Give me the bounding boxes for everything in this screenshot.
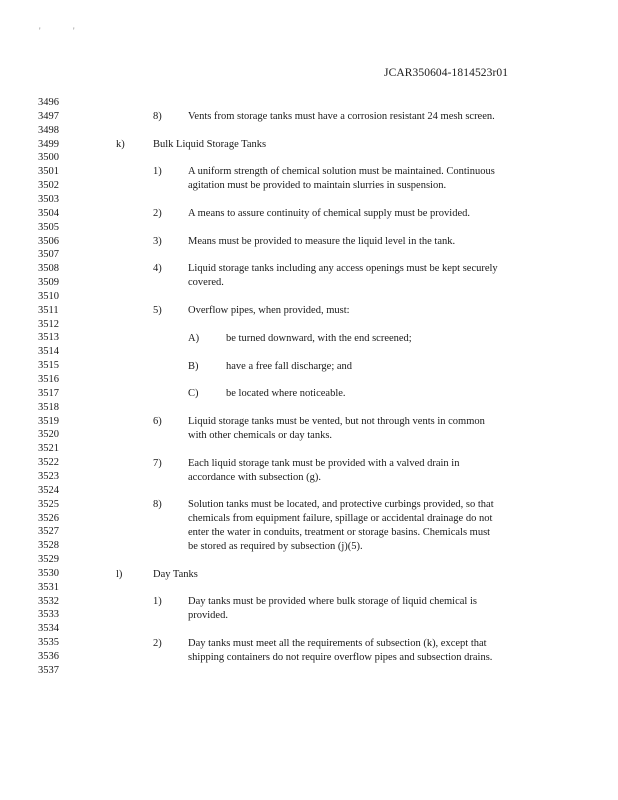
line-number: 3521 xyxy=(38,443,59,455)
line-number: 3497 xyxy=(38,110,59,122)
item-text: A means to assure continuity of chemical supply must be provided. xyxy=(188,208,470,219)
line-number: 3507 xyxy=(38,249,59,261)
line-number: 3524 xyxy=(38,484,59,496)
item-text: covered. xyxy=(188,277,224,288)
section-num: k) xyxy=(116,139,125,150)
item-text: be stored as required by subsection (j)(5). xyxy=(188,541,363,552)
item-num: 5) xyxy=(153,305,162,316)
line-number: 3499 xyxy=(38,138,59,150)
line-number: 3510 xyxy=(38,290,59,302)
line-number: 3522 xyxy=(38,457,59,469)
line-number: 3511 xyxy=(38,304,59,316)
line-number: 3529 xyxy=(38,554,59,566)
item-text: Overflow pipes, when provided, must: xyxy=(188,305,350,316)
line-number: 3533 xyxy=(38,609,59,621)
item-text: agitation must be provided to maintain slurries in suspension. xyxy=(188,180,447,191)
item-num: 2) xyxy=(153,208,162,219)
line-number: 3512 xyxy=(38,318,59,330)
line-number: 3508 xyxy=(38,263,59,275)
item-num: 3) xyxy=(153,236,162,247)
line-number: 3506 xyxy=(38,235,59,247)
line-number: 3519 xyxy=(38,415,59,427)
line-number: 3514 xyxy=(38,346,59,358)
line-number: 3513 xyxy=(38,332,59,344)
document-id: JCAR350604-1814523r01 xyxy=(384,67,509,79)
item-num: 7) xyxy=(153,458,162,469)
line-number: 3504 xyxy=(38,207,59,219)
subitem-text: be located where noticeable. xyxy=(226,388,346,399)
subitem-num: B) xyxy=(188,361,199,372)
line-number: 3528 xyxy=(38,540,59,552)
item-num: 6) xyxy=(153,416,162,427)
line-number: 3518 xyxy=(38,401,59,413)
item-num: 1) xyxy=(153,166,162,177)
item-num: 1) xyxy=(153,596,162,607)
line-number: 3526 xyxy=(38,512,59,524)
line-number: 3525 xyxy=(38,498,59,510)
section-title: Day Tanks xyxy=(153,569,198,580)
section-title: Bulk Liquid Storage Tanks xyxy=(153,139,267,150)
item-text: shipping containers do not require overflow pipes and subsection drains. xyxy=(188,652,493,663)
line-number: 3527 xyxy=(38,526,59,538)
item-num: 8) xyxy=(153,499,162,510)
line-number: 3503 xyxy=(38,193,59,205)
item-num: 4) xyxy=(153,263,162,274)
item-text: with other chemicals or day tanks. xyxy=(188,430,333,441)
line-number: 3537 xyxy=(38,664,59,676)
line-number: 3516 xyxy=(38,374,59,385)
item-text: Means must be provided to measure the liquid level in the tank. xyxy=(188,236,456,247)
section-num: l) xyxy=(116,569,123,580)
item-num: 2) xyxy=(153,638,162,649)
item-text: Each liquid storage tank must be provided with a valved drain in xyxy=(188,458,460,469)
item-text: Day tanks must be provided where bulk storage of liquid chemical is xyxy=(188,596,477,607)
subitem-num: A) xyxy=(188,333,200,344)
line-number: 3523 xyxy=(38,470,59,482)
item-text: Liquid storage tanks must be vented, but not through vents in common xyxy=(188,416,485,427)
item-text: A uniform strength of chemical solution must be maintained. Continuous xyxy=(188,166,495,177)
item-text: provided. xyxy=(188,610,228,621)
item-text: chemicals from equipment failure, spillage or accidental drainage do not xyxy=(188,513,493,524)
item-text: enter the water in conduits, treatment or storage basins. Chemicals must xyxy=(188,527,491,538)
line-number: 3509 xyxy=(38,277,59,289)
line-number: 3535 xyxy=(38,637,59,649)
item-text: Solution tanks must be located, and protective curbings provided, so that xyxy=(188,499,494,510)
line-number: 3496 xyxy=(38,97,59,108)
line-number: 3500 xyxy=(38,152,59,164)
line-number: 3502 xyxy=(38,180,59,192)
line-number: 3534 xyxy=(38,623,59,635)
line-number: 3520 xyxy=(38,429,59,441)
line-number: 3536 xyxy=(38,651,59,662)
scan-mark-left: ' xyxy=(39,26,41,36)
item-text: accordance with subsection (g). xyxy=(188,472,321,483)
line-number: 3515 xyxy=(38,360,59,372)
scan-mark-right: ' xyxy=(73,26,75,36)
subitem-num: C) xyxy=(188,388,199,399)
item-text: Vents from storage tanks must have a corrosion resistant 24 mesh screen. xyxy=(188,111,495,122)
line-number: 3498 xyxy=(38,124,59,136)
line-number: 3505 xyxy=(38,221,59,233)
line-number: 3517 xyxy=(38,387,59,399)
item-text: Liquid storage tanks including any access openings must be kept securely xyxy=(188,263,498,274)
line-number: 3530 xyxy=(38,567,59,579)
item-num: 8) xyxy=(153,111,162,122)
line-number: 3532 xyxy=(38,595,59,607)
subitem-text: have a free fall discharge; and xyxy=(226,361,353,372)
line-number: 3531 xyxy=(38,581,59,593)
subitem-text: be turned downward, with the end screened; xyxy=(226,333,412,344)
item-text: Day tanks must meet all the requirements of subsection (k), except that xyxy=(188,638,487,649)
line-number: 3501 xyxy=(38,166,59,178)
